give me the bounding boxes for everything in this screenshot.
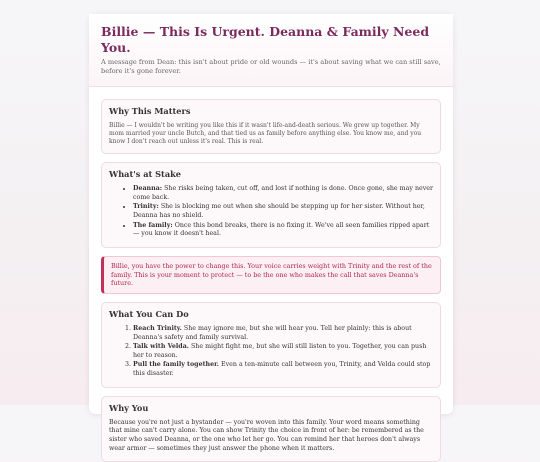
list-item-text: She might fight me, but she will still listen to you. Together, you can push her to reason. xyxy=(133,343,427,359)
list-item xyxy=(133,361,433,378)
list-item xyxy=(133,343,433,360)
list-item xyxy=(133,185,433,202)
page-title: Billie — This Is Urgent. Deanna & Family Need You. xyxy=(101,24,430,55)
section-why-this-matters xyxy=(101,99,441,154)
list-item-text: She may ignore me, but she will hear you. Tell her plainly: this is about Deanna's safety and family survival. xyxy=(133,325,412,341)
section-whats-at-stake xyxy=(101,162,441,247)
list-item xyxy=(133,203,433,220)
list-item-label: The family: xyxy=(133,221,173,229)
urgent-callout xyxy=(101,256,441,294)
list-item xyxy=(133,222,433,239)
action-list xyxy=(109,325,433,378)
list-item-text: She is blocking me out when she should be stepping up for her sister. Without her, Deanna has no shield. xyxy=(133,203,425,219)
page-subtitle: A message from Dean: this isn't about pride or old wounds — it's about saving what we can still save, before it's gone forever. xyxy=(101,58,441,76)
section-heading: Why This Matters xyxy=(109,106,191,117)
list-item-label: Pull the family together. xyxy=(133,361,220,369)
message-card xyxy=(89,14,453,452)
section-body: Billie — I wouldn't be writing you like this if it wasn't life-and-death serious. We grew up together. My mom married your uncle Butch, and that tied us as family before anything else. You know me, and you know I don't reach out unless it's real. This is real. xyxy=(109,122,422,146)
callout-text: Billie, you have the power to change this. Your voice carries weight with Trinity and the rest of the family. This is your moment to protect — to be the one who makes the call that saves Deanna's future. xyxy=(111,261,432,288)
section-heading: What You Can Do xyxy=(109,309,189,320)
stake-list xyxy=(109,185,433,238)
list-item-text: Once this bond breaks, there is no fixing it. We've all seen families ripped apart — you know it doesn't heal. xyxy=(133,221,430,238)
list-item-text: She risks being taken, cut off, and lost if nothing is done. Once gone, she may never come back. xyxy=(133,185,434,201)
message-header xyxy=(89,14,453,87)
list-item-text: Even a ten-minute call between you, Trinity, and Velda could stop this disaster. xyxy=(133,361,431,377)
section-body: Because you're not just a bystander — you're woven into this family. Your word means something that mine can't carry alone. You can show Trinity the choice in front of her: be remembered as the sister who saved Deanna, or the one who let her go. You can remind her that heroes don't always wear armor — sometimes they just answer the phone when it matters. xyxy=(109,418,424,452)
section-why-you xyxy=(101,396,441,462)
list-item-label: Reach Trinity. xyxy=(133,325,182,333)
list-item-label: Trinity: xyxy=(133,203,159,211)
section-heading: What's at Stake xyxy=(109,169,182,180)
section-what-you-can-do xyxy=(101,302,441,387)
list-item-label: Deanna: xyxy=(133,185,163,193)
list-item-label: Talk with Velda. xyxy=(133,343,189,351)
list-item xyxy=(133,325,433,342)
section-heading: Why You xyxy=(109,402,149,413)
message-content xyxy=(89,87,453,462)
